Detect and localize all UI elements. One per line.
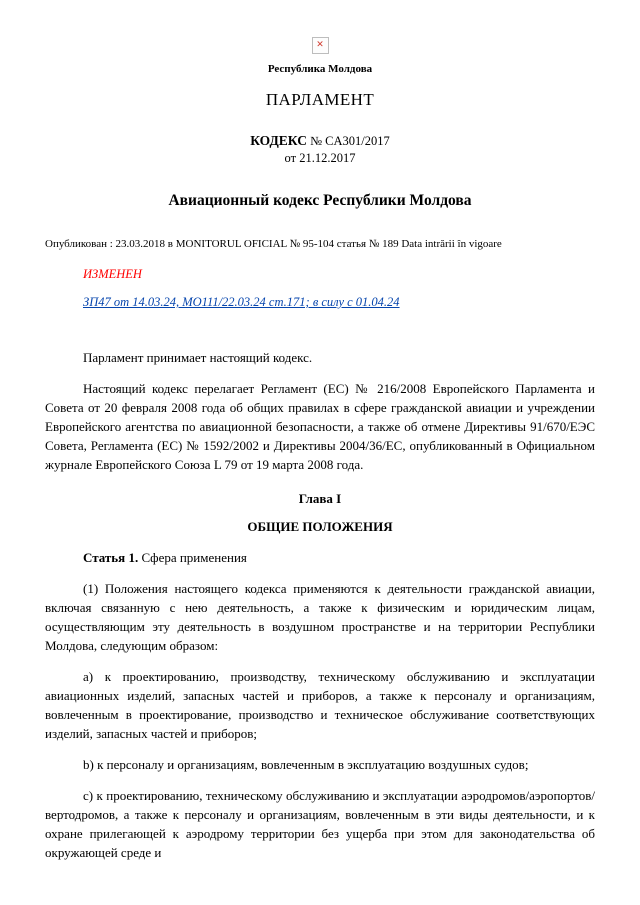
article-title: Сфера применения <box>141 550 247 565</box>
broken-image-icon <box>312 37 329 54</box>
paragraph-1b: b) к персоналу и организациям, вовлеченным в эксплуатацию воздушных судов; <box>83 757 529 772</box>
chapter-number: Глава I <box>298 491 342 506</box>
institution-name: ПАРЛАМЕНТ <box>265 90 375 109</box>
document-title: Авиационный кодекс Республики Молдова <box>168 192 472 209</box>
article-heading <box>45 548 595 567</box>
paragraph-1: (1) Положения настоящего кодекса применяются к деятельности гражданской авиации, включая связанную с нею деятельность, а также к физическим и юридическим лицам, осуществляющим эту деятельность в воздушном пространстве и на территории Республики Молдова, следующим образом: <box>45 581 595 653</box>
preamble-paragraph: Настоящий кодекс перелагает Регламент (ЕС) № 216/2008 Европейского Парламента и Совета от 20 февраля 2008 года об общих правилах в сфере гражданской авиации и учреждении Европейского агентства по авиационной безопасности, а также об отмене Директивы 91/670/ЕЭС Совета, Регламента (ЕС) № 1592/2002 и Директивы 2004/36/ЕС, опубликованный в Официальном журнале Европейского Союза L 79 от 19 марта 2008 года. <box>45 381 595 472</box>
amendment-link-row <box>45 295 595 310</box>
document-number-line <box>45 133 595 149</box>
country-name: Республика Молдова <box>267 63 373 75</box>
document-number: № CA301/2017 <box>310 134 390 148</box>
amendment-status-label: ИЗМЕНЕН <box>83 267 142 281</box>
intro-paragraph: Парламент принимает настоящий кодекс. <box>83 350 313 365</box>
document-type-label: КОДЕКС <box>250 133 307 148</box>
article-label: Статья 1. <box>83 550 139 565</box>
chapter-title: ОБЩИЕ ПОЛОЖЕНИЯ <box>247 519 393 534</box>
paragraph-1c: с) к проектированию, техническому обслуживанию и эксплуатации аэродромов/аэропортов/вертодромов, а также к персоналу и организациям, вовлеченным в эти виды деятельности, и к охране прилегающей к аэродрому территории без ущерба при этом для законодательства об окружающей среде и <box>45 788 595 860</box>
amendment-link[interactable]: ЗП47 от 14.03.24, MO111/22.03.24 ст.171; в силу с 01.04.24 <box>83 295 400 309</box>
emblem-container <box>45 36 595 54</box>
paragraph-1a: а) к проектированию, производству, техническому обслуживанию и эксплуатации авиационных изделий, запасных частей и приборов, а также к персоналу и организациям, вовлеченным в проектирование, производство и техническое обслуживание соответствующих изделий, запасных частей и приборов; <box>45 669 595 741</box>
publication-info: Опубликован : 23.03.2018 в MONITORUL OFICIAL № 95-104 статья № 189 Data intrării în vigoare <box>45 238 502 250</box>
document-date: от 21.12.2017 <box>284 151 356 165</box>
